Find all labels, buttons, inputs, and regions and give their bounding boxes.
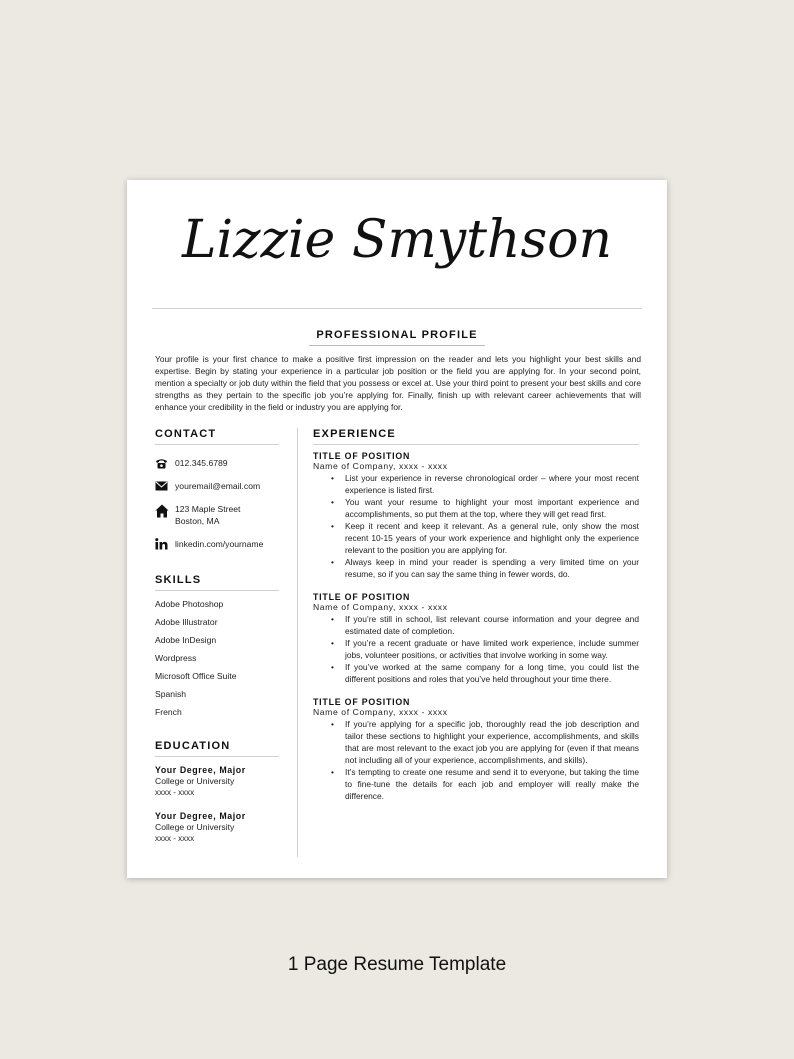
job-bullet: • Always keep in mind your reader is spending a very limited time on your resume, so if you can say the same thing in fewer words, do. [345,556,639,580]
contact-email-text: youremail@email.com [175,481,261,491]
education-degree: Your Degree, Major [155,811,246,821]
skill-item: Wordpress [155,653,197,663]
job-position-title: TITLE OF POSITION [313,592,411,602]
job-bullet: • If you’re applying for a specific job, thoroughly read the job description and tailor these sections to highlight your experience, accomplishments, and skills that are most relevant to the exact job you are applying for (even if that means not including all of your experience, accomplishments, and skills). [345,718,639,766]
skill-item: Adobe InDesign [155,635,217,645]
education-years: xxxx - xxxx [155,788,195,797]
job-bullet: • If you’re still in school, list relevant course information and your degree and estimated date of completion. [345,613,639,637]
contact-phone-text: 012.345.6789 [175,458,228,468]
education-entry [155,765,279,799]
job-bullet: • If you’re a recent graduate or have limited work experience, include summer jobs, volunteer positions, or activities that involve working in some way. [345,637,639,661]
job-entry [313,592,639,685]
resume-page [127,180,667,878]
contact-section-title: CONTACT [155,428,217,440]
contact-linkedin-text: linkedin.com/yourname [175,539,264,549]
job-entry [313,697,639,802]
education-years: xxxx - xxxx [155,834,195,843]
template-caption: 1 Page Resume Template [287,954,507,975]
contact-address-line1: 123 Maple Street [175,504,241,514]
job-position-title: TITLE OF POSITION [313,697,411,707]
job-bullet: • You want your resume to highlight your most important experience and accomplishments, so put them at the top, where they will get read first. [345,496,639,520]
skill-item: Spanish [155,689,187,699]
phone-icon [155,457,169,469]
skill-item: Microsoft Office Suite [155,671,237,681]
education-degree: Your Degree, Major [155,765,246,775]
contact-linkedin [155,538,279,550]
job-position-title: TITLE OF POSITION [313,451,411,461]
header-divider [152,308,642,309]
job-bullet: • It’s tempting to create one resume and send it to everyone, but taking the time to fine-tune the details for each job and employer will really make the difference. [345,766,639,802]
education-entry [155,811,279,845]
contact-address-line2: Boston, MA [175,516,220,526]
job-company: Name of Company, xxxx - xxxx [313,602,448,612]
job-bullets [313,718,639,802]
job-entry [313,451,639,580]
skills-section-title: SKILLS [155,574,202,586]
experience-section-title: EXPERIENCE [313,428,396,440]
profile-section-title: PROFESSIONAL PROFILE [316,329,478,341]
education-section-title: EDUCATION [155,740,231,752]
resume-name: Lizzie Smythson [181,210,613,270]
left-column [155,428,279,845]
job-company: Name of Company, xxxx - xxxx [313,461,448,471]
contact-email [155,480,279,492]
job-bullets [313,472,639,580]
contact-phone [155,457,279,469]
education-school: College or University [155,822,235,832]
envelope-icon [155,480,169,492]
column-divider [297,428,298,857]
job-bullet: • If you’ve worked at the same company for a long time, you could list the different positions and roles that you’ve held throughout your time there. [345,661,639,685]
contact-address [155,503,279,528]
home-icon [155,503,169,528]
job-company: Name of Company, xxxx - xxxx [313,707,448,717]
job-bullet: • Keep it recent and keep it relevant. As a general rule, only show the most recent 10-15 years of your work experience and highlight only the experience relevant to the position you are applying for. [345,520,639,556]
skill-item: French [155,707,182,717]
right-column [313,428,639,802]
profile-text: Your profile is your first chance to make a positive first impression on the reader and lets you highlight your best skills and expertise. Begin by stating your experience in a particular job position or the field you are applying for. In your second point, mention a specialty or job duty within the field that you possess or excel at. Use your third point to present your best skills and core strengths as they pertain to the specific job you’re applying for. Finally, finish up with relevant career achievements that will enhance your credibility in the field or industry you are applying for. [155,354,641,412]
linkedin-icon [155,538,169,550]
profile-title-underline [309,345,485,346]
job-bullets [313,613,639,685]
skill-item: Adobe Illustrator [155,617,218,627]
education-school: College or University [155,776,235,786]
job-bullet: • List your experience in reverse chronological order – where your most recent experience is listed first. [345,472,639,496]
skill-item: Adobe Photoshop [155,599,224,609]
